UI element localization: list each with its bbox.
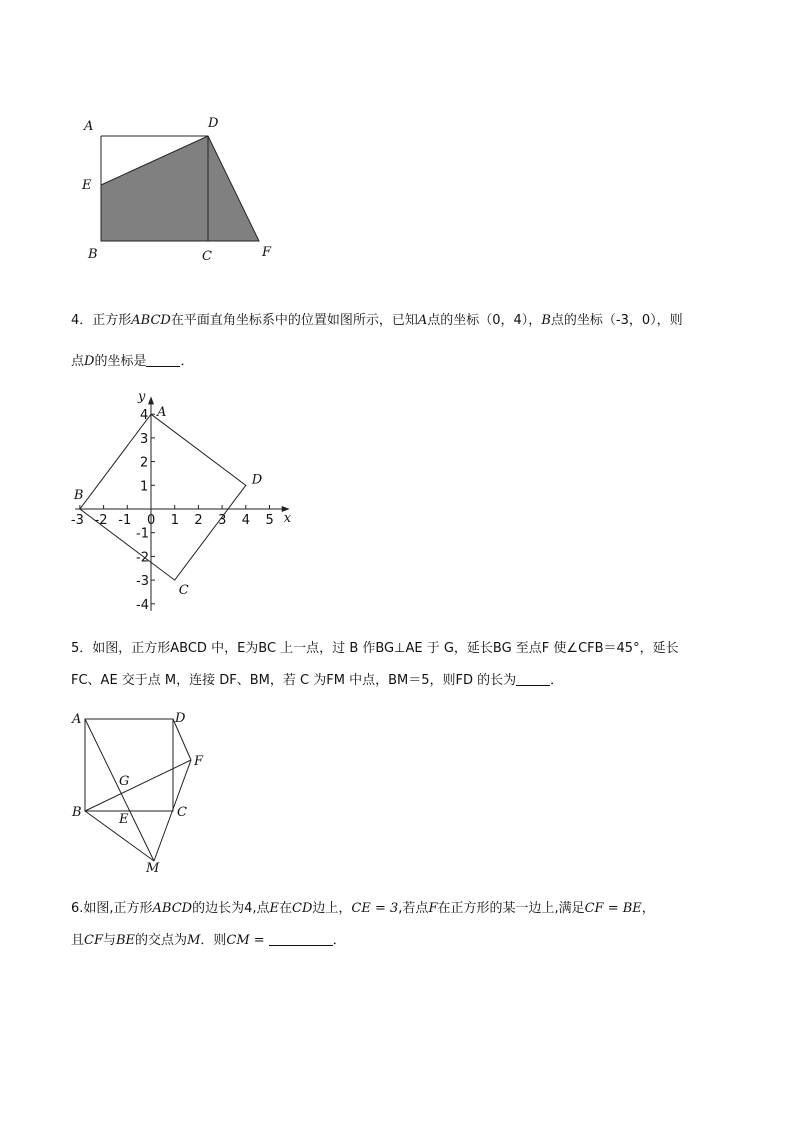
y-axis-label: y (138, 389, 146, 405)
y-tick-label: -2 (136, 550, 149, 566)
y-axis-arrow (148, 396, 154, 404)
point-label-a: A (157, 405, 167, 421)
x-tick-label: 5 (265, 513, 274, 528)
point-label-c: C (178, 583, 189, 599)
figure-3-svg (60, 705, 230, 880)
label-b: B (72, 805, 82, 820)
label-f: F (194, 754, 204, 769)
answer-blank[interactable] (146, 352, 180, 367)
x-tick-label: 1 (170, 513, 179, 528)
label-c: C (177, 805, 187, 820)
y-tick-label: 2 (140, 455, 149, 471)
label-e: E (82, 178, 92, 193)
x-tick-label: -3 (70, 513, 84, 528)
x-tick-label: 0 (147, 513, 156, 528)
label-f: F (262, 245, 272, 260)
var-be: BE (116, 933, 136, 948)
var-d: D (84, 354, 95, 369)
square-outline (80, 414, 246, 580)
label-d: D (175, 711, 186, 726)
text: 边上， (312, 901, 352, 916)
text: ． (332, 933, 346, 948)
question-4-line-1 (71, 305, 731, 337)
label-a: A (72, 712, 82, 727)
figure-2-svg (0, 385, 310, 615)
figure-2 (0, 385, 310, 615)
question-6 (71, 893, 731, 957)
expr-ce: CE = 3 (351, 901, 399, 916)
square-abcd (85, 719, 173, 811)
figure-1 (70, 110, 290, 270)
text: 点的坐标（-3，0），则 (550, 313, 683, 328)
label-m: M (146, 861, 160, 876)
text: 在 (279, 901, 293, 916)
question-5-line-1: 5．如图，正方形ABCD 中，E为BC 上一点，过 B 作BG⊥AE 于 G，延长BG 至点F 使∠CFB＝45°，延长 (71, 641, 679, 656)
text: 的坐标是 (94, 354, 147, 369)
var-abcd: ABCD (131, 313, 171, 328)
var-cd: CD (292, 901, 313, 916)
label-a: A (84, 119, 94, 134)
expr-cm: CM = (226, 933, 265, 948)
text: 点的坐标（0，4）， (427, 313, 542, 328)
text: FC、AE 交于点 M，连接 DF、BM，若 C 为FM 中点，BM＝5，则FD 的长为 (71, 673, 517, 688)
question-5 (71, 633, 731, 697)
text: 的交点为 (135, 933, 188, 948)
figure-1-svg (70, 110, 290, 270)
question-6-line-2 (71, 925, 731, 957)
label-e: E (119, 812, 129, 827)
x-tick-label: 4 (241, 513, 251, 528)
var-m: M (187, 933, 201, 948)
text: 的边长为4,点 (192, 901, 270, 916)
text: 正方形 (92, 313, 132, 328)
text: 6.如图,正方形 (71, 901, 153, 916)
answer-blank[interactable] (269, 931, 333, 946)
text: ,若点 (398, 901, 429, 916)
expr-cf-be: CF = BE (584, 901, 642, 916)
var-abcd: ABCD (152, 901, 193, 916)
text: 在正方形的某一边上,满足 (437, 901, 585, 916)
coordinate-axes (71, 389, 292, 612)
var-a: A (417, 313, 428, 328)
var-f: F (428, 901, 438, 916)
question-4-line-2 (71, 346, 731, 378)
var-e: E (269, 901, 280, 916)
label-g: G (119, 774, 130, 789)
question-4 (71, 305, 731, 378)
y-tick-label: -3 (136, 574, 149, 590)
y-tick-label: 4 (140, 408, 149, 424)
text: 且 (71, 933, 85, 948)
label-b: B (88, 247, 98, 262)
figure-3 (60, 705, 230, 880)
label-c: C (202, 249, 212, 264)
y-tick-label: 3 (140, 431, 149, 447)
segment-am (85, 719, 154, 861)
text: ， (641, 901, 655, 916)
text: 在平面直角坐标系中的位置如图所示，已知 (170, 313, 418, 328)
text: ． (550, 673, 564, 688)
point-label-d: D (251, 472, 263, 488)
var-b: B (541, 313, 551, 328)
square-abcd (70, 405, 263, 599)
x-tick-label: 3 (218, 513, 227, 528)
x-tick-label: -2 (94, 513, 108, 528)
question-6-line-1 (71, 893, 731, 925)
text: ．则 (200, 933, 227, 948)
question-number: 4． (71, 313, 93, 328)
point-label-b: B (73, 488, 84, 503)
text: ． (180, 354, 194, 369)
var-cf: CF (84, 933, 103, 948)
y-tick-label: -4 (136, 597, 149, 613)
answer-blank[interactable] (516, 671, 550, 686)
question-5-line-2 (71, 665, 731, 697)
x-tick-label: 2 (194, 513, 203, 528)
x-axis-label: x (283, 511, 292, 526)
text: 点 (71, 354, 85, 369)
y-tick-label: 1 (140, 479, 149, 495)
y-tick-label: -1 (136, 526, 149, 542)
x-tick-label: -1 (118, 513, 132, 528)
shaded-region (101, 136, 259, 241)
label-d: D (208, 116, 219, 131)
text: 与 (102, 933, 116, 948)
